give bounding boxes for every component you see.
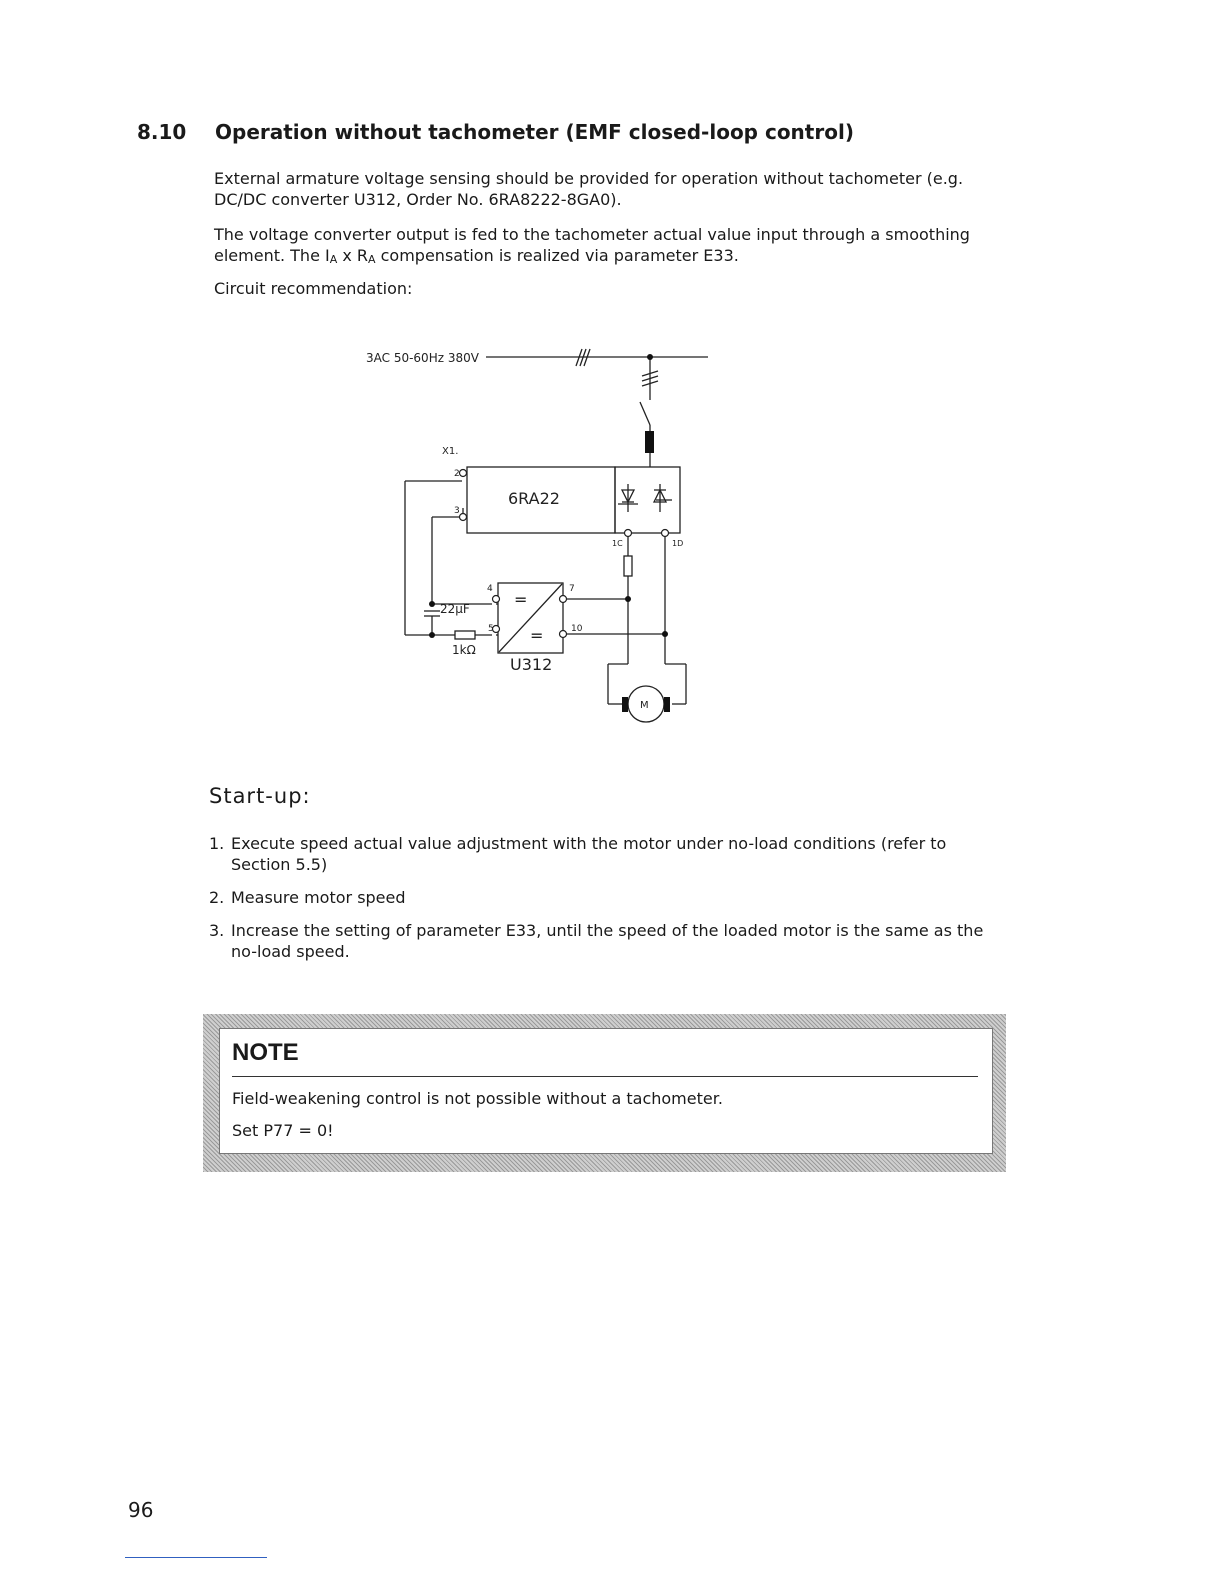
p2-subscript-b: A xyxy=(368,253,376,266)
terminal-5-label: 5 xyxy=(488,624,494,634)
startup-heading: Start-up: xyxy=(209,784,311,808)
dc-symbol-top: = xyxy=(514,590,528,609)
terminal-7-label: 7 xyxy=(569,584,575,594)
switch-blade xyxy=(640,402,650,425)
list-item-number: 3. xyxy=(209,921,225,940)
list-item-number: 1. xyxy=(209,834,225,853)
x1-label: X1. xyxy=(442,446,459,457)
resistor-1k xyxy=(455,631,475,639)
note-divider xyxy=(232,1076,978,1077)
motor-label: M xyxy=(640,700,649,711)
startup-steps xyxy=(209,833,1009,974)
list-item xyxy=(209,920,1009,962)
p2-subscript-a: A xyxy=(329,253,338,266)
converter-u312-label: U312 xyxy=(510,655,553,674)
note-content xyxy=(219,1028,993,1154)
circuit-diagram xyxy=(360,340,720,740)
paragraph-armature-sensing: External armature voltage sensing should be provided for operation without tachometer (e.g. DC/DC converter U312, Order No. 6RA8222-8GA0). xyxy=(214,169,964,209)
footer-rule xyxy=(125,1557,267,1558)
terminal-10-label: 10 xyxy=(571,624,583,634)
paragraph-circuit-recommendation: Circuit recommendation: xyxy=(214,279,413,298)
note-box xyxy=(203,1014,1006,1172)
page-number: 96 xyxy=(128,1498,154,1522)
terminal-2-label: 2 xyxy=(454,469,460,479)
note-line-1: Field-weakening control is not possible without a tachometer. xyxy=(232,1089,723,1108)
note-line-2: Set P77 = 0! xyxy=(232,1121,334,1140)
terminal-3-label: 3 xyxy=(454,506,460,516)
supply-label: 3AC 50-60Hz 380V xyxy=(366,351,479,365)
list-item-text: Increase the setting of parameter E33, until the speed of the loaded motor is the same as the no-load speed. xyxy=(231,921,984,961)
section-title: Operation without tachometer (EMF closed-loop control) xyxy=(215,120,854,144)
capacitor-label: 22µF xyxy=(440,602,470,616)
terminal-1d-label: 1D xyxy=(672,539,684,548)
p2-text-c: compensation is realized via parameter E33. xyxy=(375,246,739,265)
list-item-text: Measure motor speed xyxy=(231,888,406,907)
terminal-4-label: 4 xyxy=(487,584,493,594)
list-item-number: 2. xyxy=(209,888,225,907)
list-item-text: Execute speed actual value adjustment with the motor under no-load conditions (refer to Section 5.5) xyxy=(231,834,947,874)
resistor-label: 1kΩ xyxy=(452,643,476,657)
list-item xyxy=(209,833,1009,875)
fuse-symbol xyxy=(645,431,654,453)
paragraph-voltage-converter xyxy=(214,224,1014,270)
terminal-1c-label: 1C xyxy=(612,539,623,548)
note-title: NOTE xyxy=(232,1039,299,1066)
section-number: 8.10 xyxy=(137,120,187,144)
dc-symbol-bottom: = xyxy=(530,626,544,645)
list-item xyxy=(209,887,1009,908)
p2-text-a: The voltage converter output is fed to the tachometer actual value input through a smoothing element. The I xyxy=(214,225,970,265)
unit-6ra22-label: 6RA22 xyxy=(508,489,560,508)
p2-text-b: x R xyxy=(337,246,369,265)
sense-resistor xyxy=(624,556,632,576)
